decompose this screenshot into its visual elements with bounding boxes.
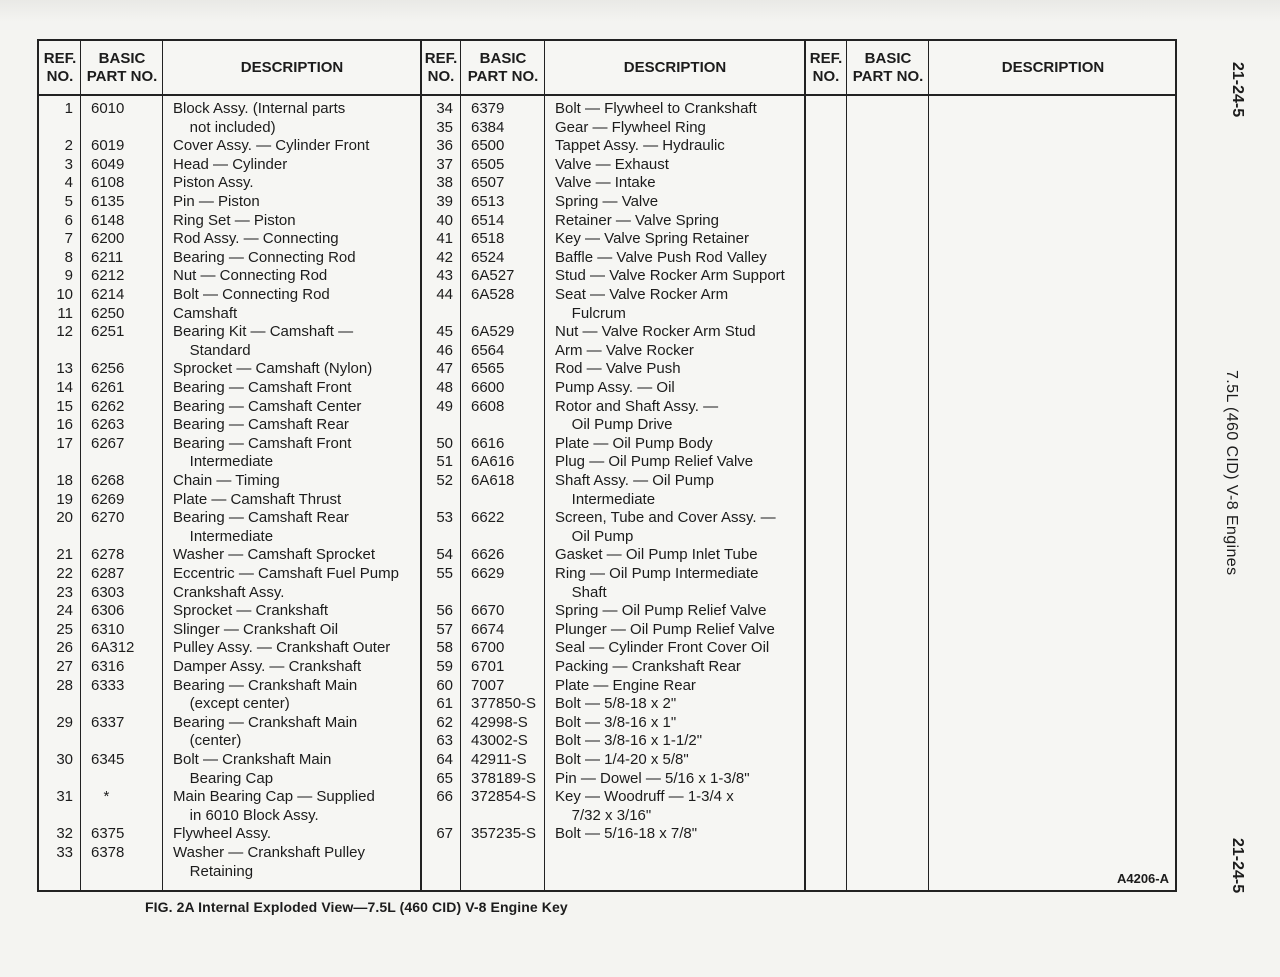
column-rule	[804, 41, 806, 892]
part-description: Rod Assy. — Connecting	[173, 230, 339, 248]
basic-part-no: 6A618	[471, 472, 515, 489]
ref-no: 5	[64, 193, 73, 210]
basic-part-no: 6019	[91, 137, 125, 155]
page-edge	[0, 0, 1280, 22]
part-description: Seal — Cylinder Front Cover Oil	[555, 639, 770, 657]
ref-no: 61	[436, 695, 453, 713]
basic-part-no: 6514	[471, 211, 505, 229]
ref-no: 66	[436, 788, 453, 806]
ref-no: 4	[64, 174, 73, 192]
basic-part-no: 43002-S	[471, 732, 528, 750]
page-number-bottom: 21-24-5	[1229, 838, 1246, 894]
basic-part-no: 6600	[471, 379, 505, 396]
part-description: (center)	[173, 732, 242, 750]
part-description: Pump Assy. — Oil	[555, 379, 675, 396]
basic-part-no: 6A616	[471, 453, 515, 471]
part-description: Key — Woodruff — 1-3/4 x	[555, 788, 734, 806]
part-description: Bearing — Camshaft Center	[173, 397, 362, 415]
basic-part-no: 6261	[91, 379, 125, 396]
ref-no: 49	[436, 397, 453, 415]
basic-part-no: 6507	[471, 174, 505, 192]
basic-part-no: 6010	[91, 100, 125, 117]
ref-no: 47	[436, 360, 453, 378]
basic-part-no: 6108	[91, 174, 125, 192]
basic-part-no: 6626	[471, 546, 505, 564]
basic-part-no: 6A529	[471, 323, 515, 341]
basic-part-no: 6674	[471, 620, 505, 638]
header-divider	[39, 94, 1177, 96]
basic-part-no: 6251	[91, 323, 125, 341]
ref-no: 55	[436, 565, 453, 582]
part-description: Bearing — Crankshaft Main	[173, 713, 358, 731]
ref-no: 7	[64, 230, 73, 248]
ref-no: 59	[436, 658, 453, 675]
part-description: Rod — Valve Push	[555, 360, 681, 378]
column-rule	[846, 41, 847, 892]
basic-part-no: 6701	[471, 658, 505, 675]
part-description: Oil Pump	[555, 527, 634, 545]
header-ref-no-2: REF. NO.	[424, 49, 458, 85]
basic-part-no: 6049	[91, 155, 125, 173]
section-title: 7.5L (460 CID) V-8 Engines	[1223, 370, 1240, 576]
basic-part-no: 6500	[471, 137, 505, 155]
basic-part-no: 6316	[91, 658, 125, 675]
ref-no: 1	[64, 100, 73, 117]
basic-part-no: 6278	[91, 546, 125, 564]
part-description: Shaft Assy. — Oil Pump	[555, 472, 714, 489]
ref-no: 58	[436, 639, 453, 657]
column-rule	[80, 41, 81, 892]
basic-part-no: 6337	[91, 713, 125, 731]
part-description: (except center)	[173, 695, 290, 713]
basic-part-no: 6211	[91, 248, 124, 266]
ref-no: 16	[56, 416, 73, 434]
basic-part-no: 6700	[471, 639, 505, 657]
part-description: Fulcrum	[555, 304, 626, 322]
ref-no: 51	[436, 453, 453, 471]
part-description: Intermediate	[173, 527, 274, 545]
basic-part-no: 7007	[471, 676, 505, 694]
ref-no: 13	[56, 360, 73, 378]
basic-part-no: 6303	[91, 583, 125, 601]
ref-no: 19	[56, 490, 73, 508]
basic-part-no: 6608	[471, 397, 505, 415]
part-description: Plate — Oil Pump Body	[555, 434, 713, 452]
part-description: Ring Set — Piston	[173, 211, 296, 229]
basic-part-no: 6A312	[91, 639, 135, 657]
basic-part-no: 6379	[471, 100, 505, 117]
part-description: Washer — Crankshaft Pulley	[173, 844, 366, 861]
ref-no: 43	[436, 267, 453, 285]
ref-no: 65	[436, 769, 453, 787]
ref-no: 54	[436, 546, 453, 564]
basic-part-no: 6267	[91, 434, 125, 452]
ref-no: 34	[436, 100, 453, 117]
part-description: Bolt — 1/4-20 x 5/8"	[555, 751, 689, 768]
ref-no: 21	[56, 546, 73, 564]
ref-no: 2	[64, 137, 73, 155]
basic-part-no: 6148	[91, 211, 125, 229]
ref-no: 35	[436, 118, 453, 136]
part-description: Bolt — Crankshaft Main	[173, 751, 332, 768]
basic-part-no: 6256	[91, 360, 125, 378]
ref-no: 56	[436, 602, 453, 620]
part-description: Shaft	[555, 583, 607, 601]
ref-no: 52	[436, 472, 453, 489]
part-description: Cover Assy. — Cylinder Front	[173, 137, 370, 155]
part-description: Bearing Cap	[173, 769, 274, 787]
part-description: Packing — Crankshaft Rear	[555, 658, 741, 675]
basic-part-no: 6616	[471, 434, 505, 452]
part-description: Baffle — Valve Push Rod Valley	[555, 248, 767, 266]
basic-part-no: 6A527	[471, 267, 515, 285]
column-rule	[460, 41, 461, 892]
basic-part-no: 378189-S	[471, 769, 537, 787]
part-description: Bearing Kit — Camshaft —	[173, 323, 354, 341]
basic-part-no: 6214	[91, 286, 125, 303]
ref-no: 60	[436, 676, 453, 694]
ref-no: 31	[56, 788, 73, 806]
part-description: Bolt — 3/8-16 x 1"	[555, 713, 677, 731]
basic-part-no: 6268	[91, 472, 125, 489]
part-description: Bolt — 5/8-18 x 2"	[555, 695, 677, 713]
parts-key-table	[37, 39, 1177, 892]
ref-no: 17	[56, 434, 73, 452]
part-description: Bearing — Camshaft Rear	[173, 509, 349, 527]
basic-part-no: 6A528	[471, 286, 515, 303]
ref-no: 6	[64, 211, 73, 229]
basic-part-no: 6345	[91, 751, 125, 768]
part-description: Pin — Piston	[173, 193, 260, 210]
part-description: Bearing — Crankshaft Main	[173, 676, 358, 694]
ref-no: 25	[56, 620, 73, 638]
part-description: Bolt — 3/8-16 x 1-1/2"	[555, 732, 703, 750]
part-description: Bearing — Camshaft Rear	[173, 416, 349, 434]
part-description: Plug — Oil Pump Relief Valve	[555, 453, 754, 471]
part-description: Nut — Connecting Rod	[173, 267, 328, 285]
basic-part-no: 6670	[471, 602, 505, 620]
basic-part-no: 42911-S	[471, 751, 527, 768]
part-description: Bearing — Camshaft Front	[173, 434, 352, 452]
ref-no: 29	[56, 713, 73, 731]
header-description-3: DESCRIPTION	[1001, 58, 1105, 76]
ref-no: 26	[56, 639, 73, 657]
basic-part-no: 6269	[91, 490, 125, 508]
part-description: Bearing — Camshaft Front	[173, 379, 352, 396]
basic-part-no: 6310	[91, 620, 125, 638]
ref-no: 32	[56, 825, 73, 843]
part-description: Rotor and Shaft Assy. —	[555, 397, 719, 415]
header-ref-no-3: REF. NO.	[809, 49, 843, 85]
basic-part-no: 6135	[91, 193, 125, 210]
part-description: Piston Assy.	[173, 174, 254, 192]
ref-no: 36	[436, 137, 453, 155]
part-description: Gear — Flywheel Ring	[555, 118, 706, 136]
ref-no: 14	[56, 379, 73, 396]
ref-no: 10	[56, 286, 73, 303]
column-rule	[928, 41, 929, 892]
basic-part-no: 6306	[91, 602, 125, 620]
part-description: Key — Valve Spring Retainer	[555, 230, 749, 248]
basic-part-no: 6505	[471, 155, 505, 173]
basic-part-no: 6212	[91, 267, 125, 285]
part-description: Valve — Intake	[555, 174, 656, 192]
part-description: Damper Assy. — Crankshaft	[173, 658, 362, 675]
header-description-2: DESCRIPTION	[623, 58, 727, 76]
part-description: Eccentric — Camshaft Fuel Pump	[173, 565, 399, 582]
ref-no: 62	[436, 713, 453, 731]
part-description: Washer — Camshaft Sprocket	[173, 546, 376, 564]
basic-part-no: 6384	[471, 118, 505, 136]
basic-part-no: 6375	[91, 825, 125, 843]
part-description: Plunger — Oil Pump Relief Valve	[555, 620, 775, 638]
basic-part-no: 6333	[91, 676, 125, 694]
ref-no: 64	[436, 751, 453, 768]
ref-no: 45	[436, 323, 453, 341]
part-description: Bolt — Flywheel to Crankshaft	[555, 100, 757, 117]
part-description: Sprocket — Camshaft (Nylon)	[173, 360, 373, 378]
part-description: Seat — Valve Rocker Arm	[555, 286, 729, 303]
part-description: Spring — Valve	[555, 193, 659, 210]
part-description: Plate — Engine Rear	[555, 676, 696, 694]
part-description: Bolt — 5/16-18 x 7/8"	[555, 825, 698, 843]
basic-part-no: 6518	[471, 230, 505, 248]
ref-no: 24	[56, 602, 73, 620]
ref-no: 41	[436, 230, 453, 248]
part-description: Intermediate	[555, 490, 656, 508]
part-description: in 6010 Block Assy.	[173, 806, 319, 824]
part-description: Main Bearing Cap — Supplied	[173, 788, 375, 806]
header-description-1: DESCRIPTION	[240, 58, 344, 76]
basic-part-no: 6200	[91, 230, 125, 248]
part-description: Stud — Valve Rocker Arm Support	[555, 267, 785, 285]
ref-no: 8	[64, 248, 73, 266]
ref-no: 9	[64, 267, 73, 285]
ref-no: 53	[436, 509, 453, 527]
ref-no: 46	[436, 341, 453, 359]
ref-no: 67	[436, 825, 453, 843]
part-description: Retainer — Valve Spring	[555, 211, 719, 229]
part-description: Tappet Assy. — Hydraulic	[555, 137, 725, 155]
basic-part-no: 6263	[91, 416, 125, 434]
figure-tag: A4206-A	[1116, 871, 1169, 886]
basic-part-no: 6564	[471, 341, 505, 359]
ref-no: 50	[436, 434, 453, 452]
ref-no: 11	[57, 304, 73, 322]
column-rule	[544, 41, 545, 892]
ref-no: 15	[56, 397, 73, 415]
part-description: Arm — Valve Rocker	[555, 341, 694, 359]
header-part-no-2: BASIC PART NO.	[467, 49, 539, 85]
part-description: Camshaft	[173, 304, 238, 322]
basic-part-no: 6622	[471, 509, 505, 527]
ref-no: 44	[436, 286, 453, 303]
part-description: Ring — Oil Pump Intermediate	[555, 565, 759, 582]
ref-no: 18	[56, 472, 73, 489]
ref-no: 48	[436, 379, 453, 396]
basic-part-no: 372854-S	[471, 788, 537, 806]
part-description: Pin — Dowel — 5/16 x 1-3/8"	[555, 769, 750, 787]
part-description: Pulley Assy. — Crankshaft Outer	[173, 639, 391, 657]
part-description: Sprocket — Crankshaft	[173, 602, 329, 620]
part-description: Valve — Exhaust	[555, 155, 669, 173]
part-description: Oil Pump Drive	[555, 416, 673, 434]
basic-part-no: *	[91, 788, 110, 806]
ref-no: 12	[56, 323, 73, 341]
part-description: Crankshaft Assy.	[173, 583, 285, 601]
part-description: Standard	[173, 341, 251, 359]
ref-no: 3	[64, 155, 73, 173]
part-description: Retaining	[173, 862, 254, 880]
part-description: Intermediate	[173, 453, 274, 471]
ref-no: 23	[56, 583, 73, 601]
part-description: Chain — Timing	[173, 472, 280, 489]
basic-part-no: 6270	[91, 509, 125, 527]
header-part-no-3: BASIC PART NO.	[852, 49, 924, 85]
ref-no: 37	[436, 155, 453, 173]
ref-no: 42	[436, 248, 453, 266]
part-description: Screen, Tube and Cover Assy. —	[555, 509, 776, 527]
part-description: Plate — Camshaft Thrust	[173, 490, 342, 508]
part-description: not included)	[173, 118, 276, 136]
ref-no: 33	[56, 844, 73, 861]
header-part-no-1: BASIC PART NO.	[86, 49, 158, 85]
part-description: Slinger — Crankshaft Oil	[173, 620, 339, 638]
part-description: Gasket — Oil Pump Inlet Tube	[555, 546, 758, 564]
ref-no: 22	[56, 565, 73, 582]
basic-part-no: 377850-S	[471, 695, 537, 713]
ref-no: 57	[436, 620, 453, 638]
part-description: 7/32 x 3/16"	[555, 806, 652, 824]
basic-part-no: 6565	[471, 360, 505, 378]
basic-part-no: 6524	[471, 248, 505, 266]
basic-part-no: 6513	[471, 193, 505, 210]
ref-no: 38	[436, 174, 453, 192]
ref-no: 40	[436, 211, 453, 229]
basic-part-no: 6629	[471, 565, 505, 582]
column-rule	[162, 41, 163, 892]
part-description: Spring — Oil Pump Relief Valve	[555, 602, 767, 620]
part-description: Flywheel Assy.	[173, 825, 272, 843]
ref-no: 39	[436, 193, 453, 210]
part-description: Block Assy. (Internal parts	[173, 100, 346, 117]
basic-part-no: 357235-S	[471, 825, 537, 843]
part-description: Bolt — Connecting Rod	[173, 286, 330, 303]
basic-part-no: 6262	[91, 397, 125, 415]
basic-part-no: 42998-S	[471, 713, 528, 731]
ref-no: 27	[56, 658, 73, 675]
header-ref-no-1: REF. NO.	[43, 49, 77, 85]
figure-caption: FIG. 2A Internal Exploded View—7.5L (460 CID) V-8 Engine Key	[145, 899, 568, 915]
ref-no: 30	[56, 751, 73, 768]
page-number-top: 21-24-5	[1229, 62, 1246, 118]
ref-no: 20	[56, 509, 73, 527]
column-rule	[420, 41, 422, 892]
part-description: Bearing — Connecting Rod	[173, 248, 356, 266]
ref-no: 28	[56, 676, 73, 694]
basic-part-no: 6378	[91, 844, 125, 861]
part-description: Nut — Valve Rocker Arm Stud	[555, 323, 756, 341]
part-description: Head — Cylinder	[173, 155, 288, 173]
ref-no: 63	[436, 732, 453, 750]
basic-part-no: 6287	[91, 565, 125, 582]
basic-part-no: 6250	[91, 304, 125, 322]
